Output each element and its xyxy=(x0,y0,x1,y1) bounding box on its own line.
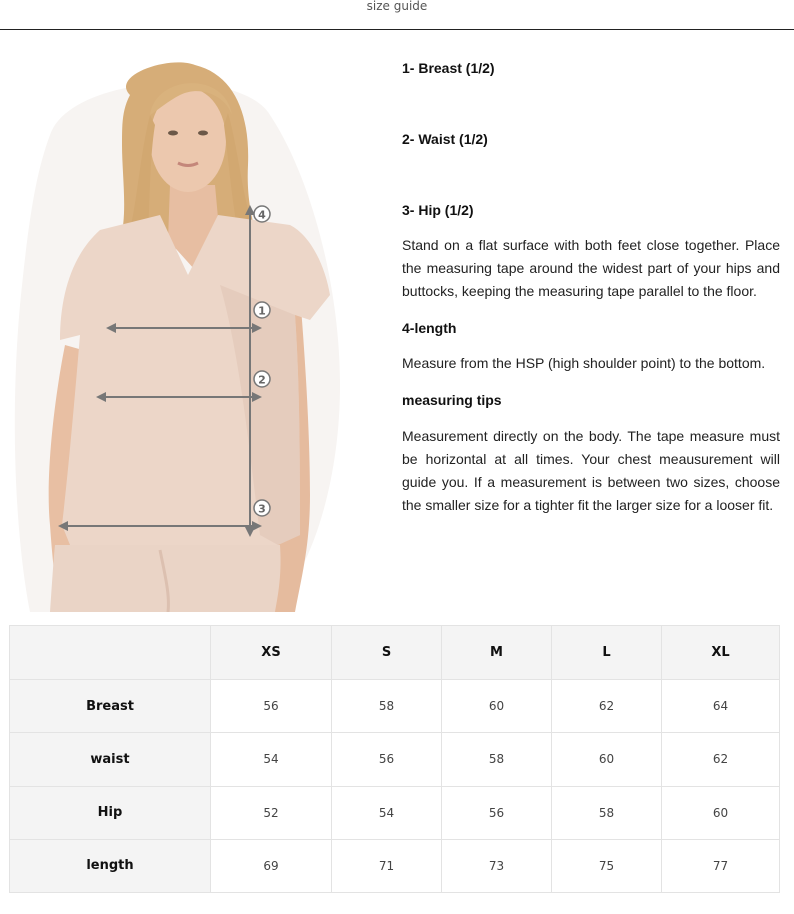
marker-3-label: 3 xyxy=(258,502,266,516)
table-cell: 60 xyxy=(442,680,552,733)
hip-instructions: Stand on a flat surface with both feet close together. Place the measuring tape around the widest part of your hips and buttocks, keeping the measuring tape parallel to the floor. xyxy=(402,237,780,299)
eye-left xyxy=(168,131,178,136)
table-cell: 73 xyxy=(442,839,552,892)
tips-text: Measurement directly on the body. The tape measure must be horizontal at all times. Your chest meausurement will guide you. If a measurement is between two sizes, choose the smaller size for a tighter fit the larger size for a looser fit. xyxy=(402,428,780,513)
table-header-row xyxy=(10,626,780,680)
length-heading: 4-length xyxy=(402,320,457,336)
eye-right xyxy=(198,131,208,136)
table-cell: 62 xyxy=(552,680,662,733)
table-cell: 58 xyxy=(332,680,442,733)
size-header-l: L xyxy=(552,626,662,680)
size-header-m: M xyxy=(442,626,552,680)
table-corner-cell xyxy=(10,626,211,680)
row-label-breast: Breast xyxy=(10,680,211,733)
table-cell: 56 xyxy=(442,786,552,839)
marker-1 xyxy=(254,302,270,318)
marker-2-label: 2 xyxy=(258,373,266,387)
table-row xyxy=(10,680,780,733)
table-cell: 75 xyxy=(552,839,662,892)
table-cell: 69 xyxy=(211,839,332,892)
table-cell: 60 xyxy=(662,786,780,839)
table-cell: 62 xyxy=(662,733,780,786)
row-label-waist: waist xyxy=(10,733,211,786)
row-label-hip: Hip xyxy=(10,786,211,839)
table-cell: 58 xyxy=(442,733,552,786)
size-header-xs: XS xyxy=(211,626,332,680)
header-divider xyxy=(0,29,794,30)
table-cell: 56 xyxy=(332,733,442,786)
table-cell: 54 xyxy=(332,786,442,839)
marker-2 xyxy=(254,371,270,387)
model-illustration xyxy=(10,55,392,612)
marker-4 xyxy=(254,206,270,222)
table-cell: 77 xyxy=(662,839,780,892)
size-header-s: S xyxy=(332,626,442,680)
table-cell: 54 xyxy=(211,733,332,786)
marker-1-label: 1 xyxy=(258,304,266,318)
table-cell: 64 xyxy=(662,680,780,733)
breast-heading: 1- Breast (1/2) xyxy=(402,60,495,76)
size-header-xl: XL xyxy=(662,626,780,680)
waist-heading: 2- Waist (1/2) xyxy=(402,131,488,147)
table-row xyxy=(10,839,780,892)
length-instructions: Measure from the HSP (high shoulder point) to the bottom. xyxy=(402,355,766,371)
table-row xyxy=(10,733,780,786)
hip-heading: 3- Hip (1/2) xyxy=(402,202,474,218)
size-chart-table xyxy=(9,625,780,893)
table-cell: 56 xyxy=(211,680,332,733)
page-title: size guide xyxy=(366,0,428,13)
table-cell: 71 xyxy=(332,839,442,892)
marker-4-label: 4 xyxy=(258,208,266,222)
row-label-length: length xyxy=(10,839,211,892)
table-row xyxy=(10,786,780,839)
tips-heading: measuring tips xyxy=(402,392,502,408)
model-measurement-image xyxy=(10,55,392,612)
table-cell: 60 xyxy=(552,733,662,786)
table-cell: 58 xyxy=(552,786,662,839)
marker-3 xyxy=(254,500,270,516)
table-cell: 52 xyxy=(211,786,332,839)
